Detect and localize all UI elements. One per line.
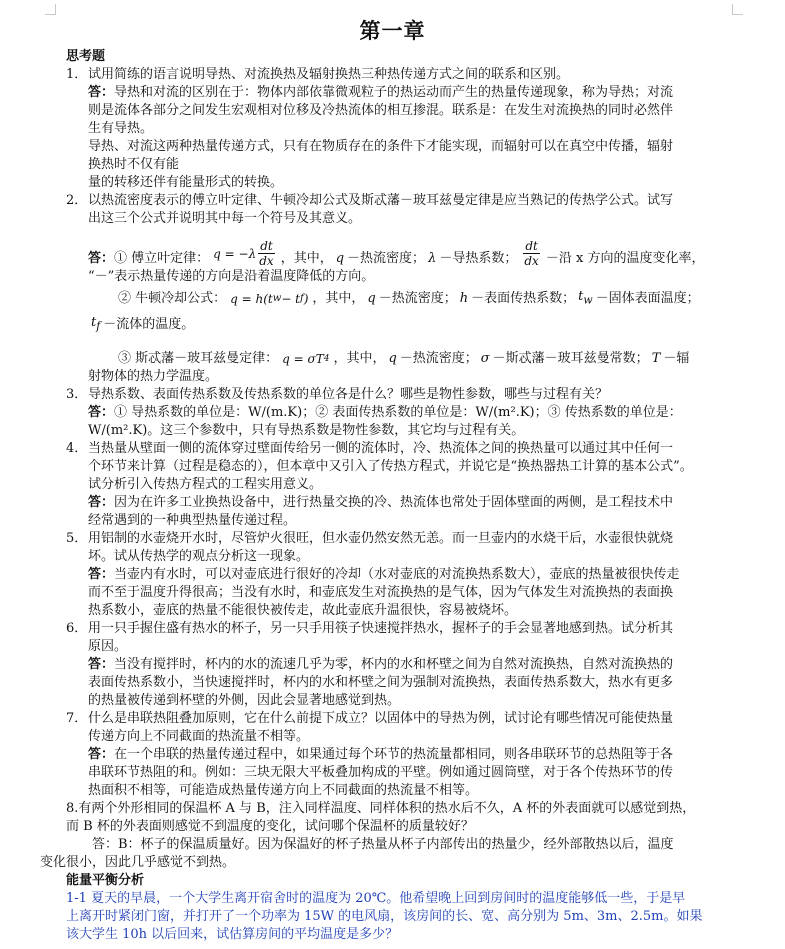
question-8: 8.有两个外形相同的保温杯 A 与 B，注入同样温度、同样体积的热水后不久，A 杯的外表面就可以感觉到热， 而 B 杯的外表面则感觉不到温度的变化，试问哪个保温杯的质量较好？ xyxy=(66,801,696,834)
section-heading-energy-balance: 能量平衡分析 xyxy=(66,873,145,888)
answer-8: 答：B：杯子的保温质量好。因为保温好的杯子热量从杯子内部传出的热量少，经外部散热以后，温度 变化很小，因此几乎感觉不到热。 xyxy=(40,837,674,870)
gradient-symbol: $\frac{dt}{dx}$ xyxy=(524,239,539,268)
question-3: 3． 导热系数、表面传热系数及传热系数的单位各是什么？哪些是物性参数，哪些与过程有关？ xyxy=(66,387,609,402)
stefan-note: 射物体的热力学温度。 xyxy=(88,369,219,384)
answer-6: 答：当没有搅拌时，杯内的水的流速几乎为零，杯内的水和杯壁之间为自然对流换热，自然对流换热的 表面传热系数小，当快速搅拌时，杯内的水和杯壁之间为强制对流换热，表面传热系数大，热水有更多 的热量被传递到杯壁的外侧，因此会显著地感觉到热。 xyxy=(88,657,674,708)
page-corner-mark xyxy=(732,4,743,15)
fourier-note: “－”表示热量传递的方向是沿着温度降低的方向。 xyxy=(88,269,375,284)
question-7: 7． 什么是串联热阻叠加原则，它在什么前提下成立？以固体中的导热为例，试讨论有哪些情况可能使热量 传递方向上不同截面的热流量不相等。 xyxy=(66,711,674,744)
newton-cooling-line-2: $t_f$ －流体的温度。 xyxy=(91,315,195,333)
document-body xyxy=(40,48,742,944)
question-6: 6． 用一只手握住盛有热水的杯子，另一只手用筷子快速搅拌热水，握杯子的手会显著地感到热。试分析其 原因。 xyxy=(66,621,674,654)
fourier-law-line: 答： ① 傅立叶定律： q = −λ $\frac{dt}{dx}$ ，其中， q －热流密度； λ －导热系数； $\frac{dt}{dx}$ －沿 x 方向的温度变化率， xyxy=(88,239,705,268)
question-1: 1． 试用简练的语言说明导热、对流换热及辐射换热三种热传递方式之间的联系和区别。 xyxy=(66,67,570,82)
newton-cooling-line: ② 牛顿冷却公式： q = h(t w − t f ) ，其中， q －热流密度； h －表面传热系数； $t_w$ －固体表面温度； xyxy=(118,289,700,307)
question-2: 2． 以热流密度表示的傅立叶定律、牛顿冷却公式及斯忒藩－玻耳兹曼定律是应当熟记的传热学公式。试写 出这三个公式并说明其中每一个符号及其意义。 xyxy=(66,193,674,226)
answer-7: 答：在一个串联的热量传递过程中，如果通过每个环节的热流量都相同，则各串联环节的总热阻等于各 串联环节热阻的和。例如：三块无限大平板叠加构成的平壁。例如通过圆筒壁，对于各个传热环节的传 热面积不相等，可能造成热量传递方向上不同截面的热流量不相等。 xyxy=(88,747,674,798)
question-5: 5． 用铝制的水壶烧开水时，尽管炉火很旺，但水壶仍然安然无恙。而一旦壶内的水烧干后，水壶很快就烧 坏。试从传热学的观点分析这一现象。 xyxy=(66,531,674,564)
question-4: 4． 当热量从壁面一侧的流体穿过壁面传给另一侧的流体时，冷、热流体之间的换热量可以通过其中任何一 个环节来计算（过程是稳态的），但本章中又引入了传热方程式，并说它是“换热器热工计算的基本公式”。 试分析引入传热方程式的工程实用意义。 xyxy=(66,441,693,492)
answer-3: 答：① 导热系数的单位是：W/(m.K)；② 表面传热系数的单位是：W/(m².K)；③ 传热系数的单位是： W/(m².K)。这三个参数中，只有导热系数是物性参数，其它均与过程有关。 xyxy=(88,405,682,438)
page-corner-mark xyxy=(45,4,56,15)
stefan-formula: q = σT 4 xyxy=(282,352,330,366)
answer-5: 答：当壶内有水时，可以对壶底进行很好的冷却（水对壶底的对流换热系数大），壶底的热量被很快传走 而不至于温度升得很高；当没有水时，和壶底发生对流换热的是气体，因为气体发生对流换热的表面换 热系数小，壶底的热量不能很快被传走，故此壶底升温很快，容易被烧坏。 xyxy=(88,567,680,618)
answer-4: 答：因为在许多工业换热设备中，进行热量交换的冷、热流体也常处于固体壁面的两侧，是工程技术中 经常遇到的一种典型热量传递过程。 xyxy=(88,495,674,528)
fourier-formula: q = −λ $\frac{dt}{dx}$ xyxy=(213,239,274,268)
chapter-title: 第一章 xyxy=(359,18,426,43)
problem-1-1: 1-1 夏天的早晨，一个大学生离开宿舍时的温度为 20℃。他希望晚上回到房间时的温度能够低一些，于是早 上离开时紧闭门窗，并打开了一个功率为 15W 的电风扇，该房间的长、宽、高分别为 5m、3m、2.5m。如果 该大学生 10h 以后回来，试估算房间的平均温度是多少？ xyxy=(66,891,703,942)
answer-1: 答：导热和对流的区别在于：物体内部依靠微观粒子的热运动而产生的热量传递现象，称为导热；对流 则是流体各部分之间发生宏观相对位移及冷热流体的相互掺混。联系是：在发生对流换热的同时必然伴 生有导热。 导热、对流这两种热量传递方式，只有在物质存在的条件下才能实现，而辐射可以在真空中传播，辐射 换热时不仅有能 量的转移还伴有能量形式的转换。 xyxy=(88,85,674,190)
newton-formula: q = h(t w − t f ) xyxy=(230,292,309,306)
stefan-boltzmann-line: ③ 斯忒藩－玻耳兹曼定律： q = σT 4 ，其中， q －热流密度； σ －斯忒藩－玻耳兹曼常数； T －辐 xyxy=(118,351,690,366)
section-heading-thinking: 思考题 xyxy=(66,49,106,64)
